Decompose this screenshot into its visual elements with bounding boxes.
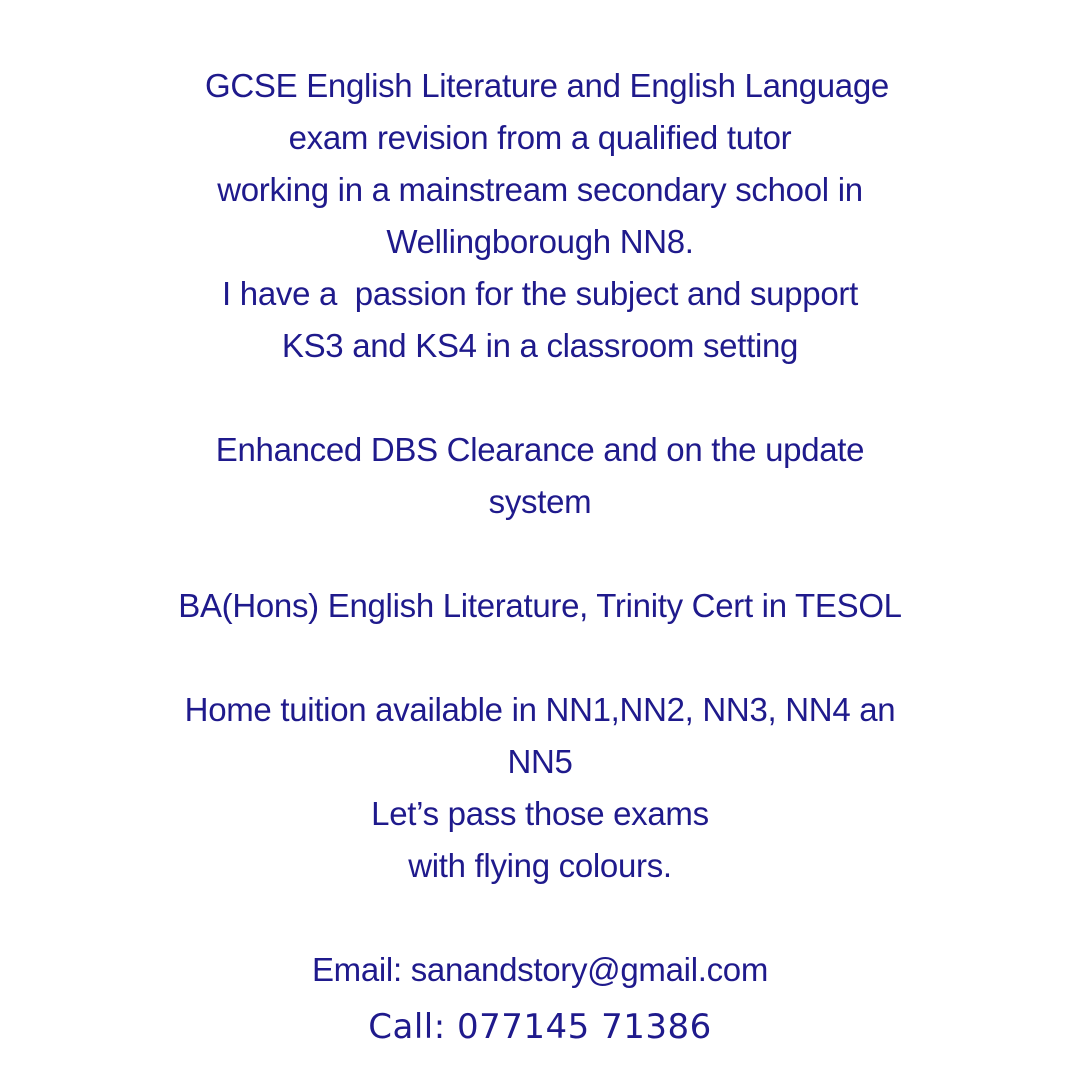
intro-line-6: KS3 and KS4 in a classroom setting bbox=[281, 327, 799, 364]
intro-line-3: working in a mainstream secondary school in bbox=[217, 171, 863, 208]
intro-line-2: exam revision from a qualified tutor bbox=[288, 119, 792, 156]
tuition-line-2: NN5 bbox=[507, 743, 573, 780]
intro-line-1: GCSE English Literature and English Language bbox=[205, 67, 889, 104]
intro-line-5: I have a passion for the subject and support bbox=[222, 275, 858, 312]
dbs-line-1: Enhanced DBS Clearance and on the update bbox=[215, 431, 865, 468]
email-line: Email: sanandstory@gmail.com bbox=[311, 951, 769, 988]
dbs-line-2: system bbox=[488, 483, 592, 520]
intro-line-4: Wellingborough NN8. bbox=[386, 223, 694, 260]
tuition-line-4: with flying colours. bbox=[408, 847, 672, 884]
call-line: Call: 077145 71386 bbox=[368, 1007, 712, 1047]
qualifications-line: BA(Hons) English Literature, Trinity Cert in TESOL bbox=[178, 587, 902, 624]
tuition-line-1: Home tuition available in NN1,NN2, NN3, NN4 an bbox=[184, 691, 896, 728]
tuition-line-3: Let’s pass those exams bbox=[371, 795, 709, 832]
